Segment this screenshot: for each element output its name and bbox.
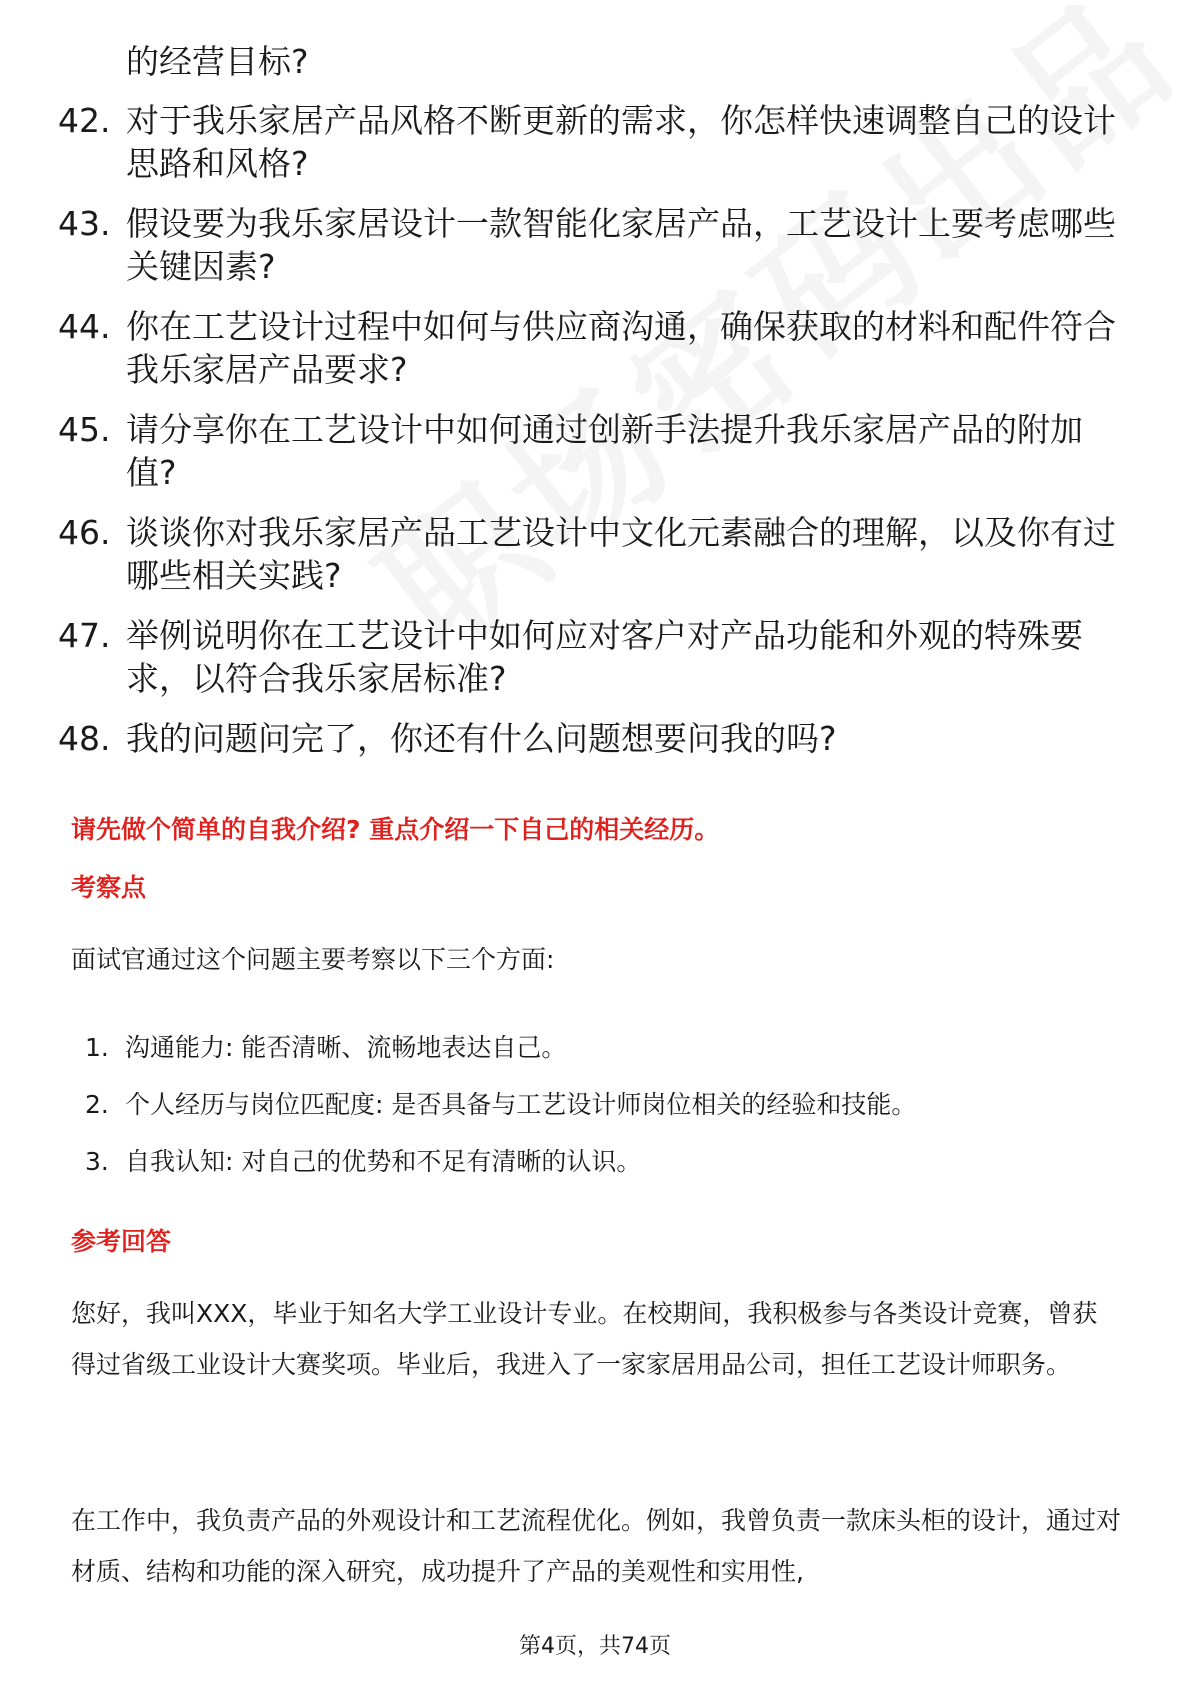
evaluation-points-list: [85, 1030, 916, 1201]
evaluation-intro: 面试官通过这个问题主要考察以下三个方面:: [71, 945, 555, 974]
list-item-number: 2.: [85, 1090, 109, 1119]
question-item: [58, 202, 1118, 288]
question-text: 谈谈你对我乐家居产品工艺设计中文化元素融合的理解，以及你有过哪些相关实践?: [126, 513, 1116, 595]
question-text: 请分享你在工艺设计中如何通过创新手法提升我乐家居产品的附加值?: [126, 410, 1083, 492]
question-item: [58, 408, 1118, 494]
section-question-heading: 请先做个简单的自我介绍? 重点介绍一下自己的相关经历。: [71, 815, 720, 844]
list-item-text: 个人经历与岗位匹配度: 是否具备与工艺设计师岗位相关的经验和技能。: [125, 1090, 917, 1119]
question-item: [58, 717, 1118, 760]
evaluation-points-heading: 考察点: [71, 873, 147, 902]
list-item: [85, 1087, 916, 1123]
question-list: [58, 40, 1118, 777]
list-item-text: 自我认知: 对自己的优势和不足有清晰的认识。: [125, 1147, 642, 1176]
question-text: 对于我乐家居产品风格不断更新的需求，你怎样快速调整自己的设计思路和风格?: [126, 101, 1116, 183]
question-text: 你在工艺设计过程中如何与供应商沟通，确保获取的材料和配件符合我乐家居产品要求?: [126, 307, 1116, 389]
question-number: 45.: [58, 410, 111, 449]
question-item: [58, 614, 1118, 700]
question-continuation: [58, 40, 1118, 83]
question-text: 假设要为我乐家居设计一款智能化家居产品，工艺设计上要考虑哪些关键因素?: [126, 204, 1116, 286]
list-item-text: 沟通能力: 能否清晰、流畅地表达自己。: [125, 1033, 567, 1062]
list-item-number: 3.: [85, 1147, 109, 1176]
question-continuation-text: 的经营目标?: [126, 42, 309, 81]
question-number: 42.: [58, 101, 111, 140]
page-footer: 第4页，共74页: [519, 1634, 671, 1659]
question-item: [58, 99, 1118, 185]
question-text: 我的问题问完了，你还有什么问题想要问我的吗?: [126, 719, 837, 758]
question-number: 44.: [58, 307, 111, 346]
answer-paragraph: 在工作中，我负责产品的外观设计和工艺流程优化。例如，我曾负责一款床头柜的设计，通过对材质、结构和功能的深入研究，成功提升了产品的美观性和实用性,: [71, 1506, 1122, 1586]
list-item: [85, 1144, 916, 1180]
question-item: [58, 305, 1118, 391]
question-number: 46.: [58, 513, 111, 552]
question-number: 48.: [58, 719, 111, 758]
reference-answer-heading: 参考回答: [71, 1227, 172, 1256]
list-item: [85, 1030, 916, 1066]
list-item-number: 1.: [85, 1033, 109, 1062]
question-number: 43.: [58, 204, 111, 243]
question-item: [58, 511, 1118, 597]
question-text: 举例说明你在工艺设计中如何应对客户对产品功能和外观的特殊要求，以符合我乐家居标准?: [126, 616, 1083, 698]
question-number: 47.: [58, 616, 111, 655]
answer-paragraph: 您好，我叫XXX，毕业于知名大学工业设计专业。在校期间，我积极参与各类设计竞赛，曾获得过省级工业设计大赛奖项。毕业后，我进入了一家家居用品公司，担任工艺设计师职务。: [71, 1299, 1098, 1379]
